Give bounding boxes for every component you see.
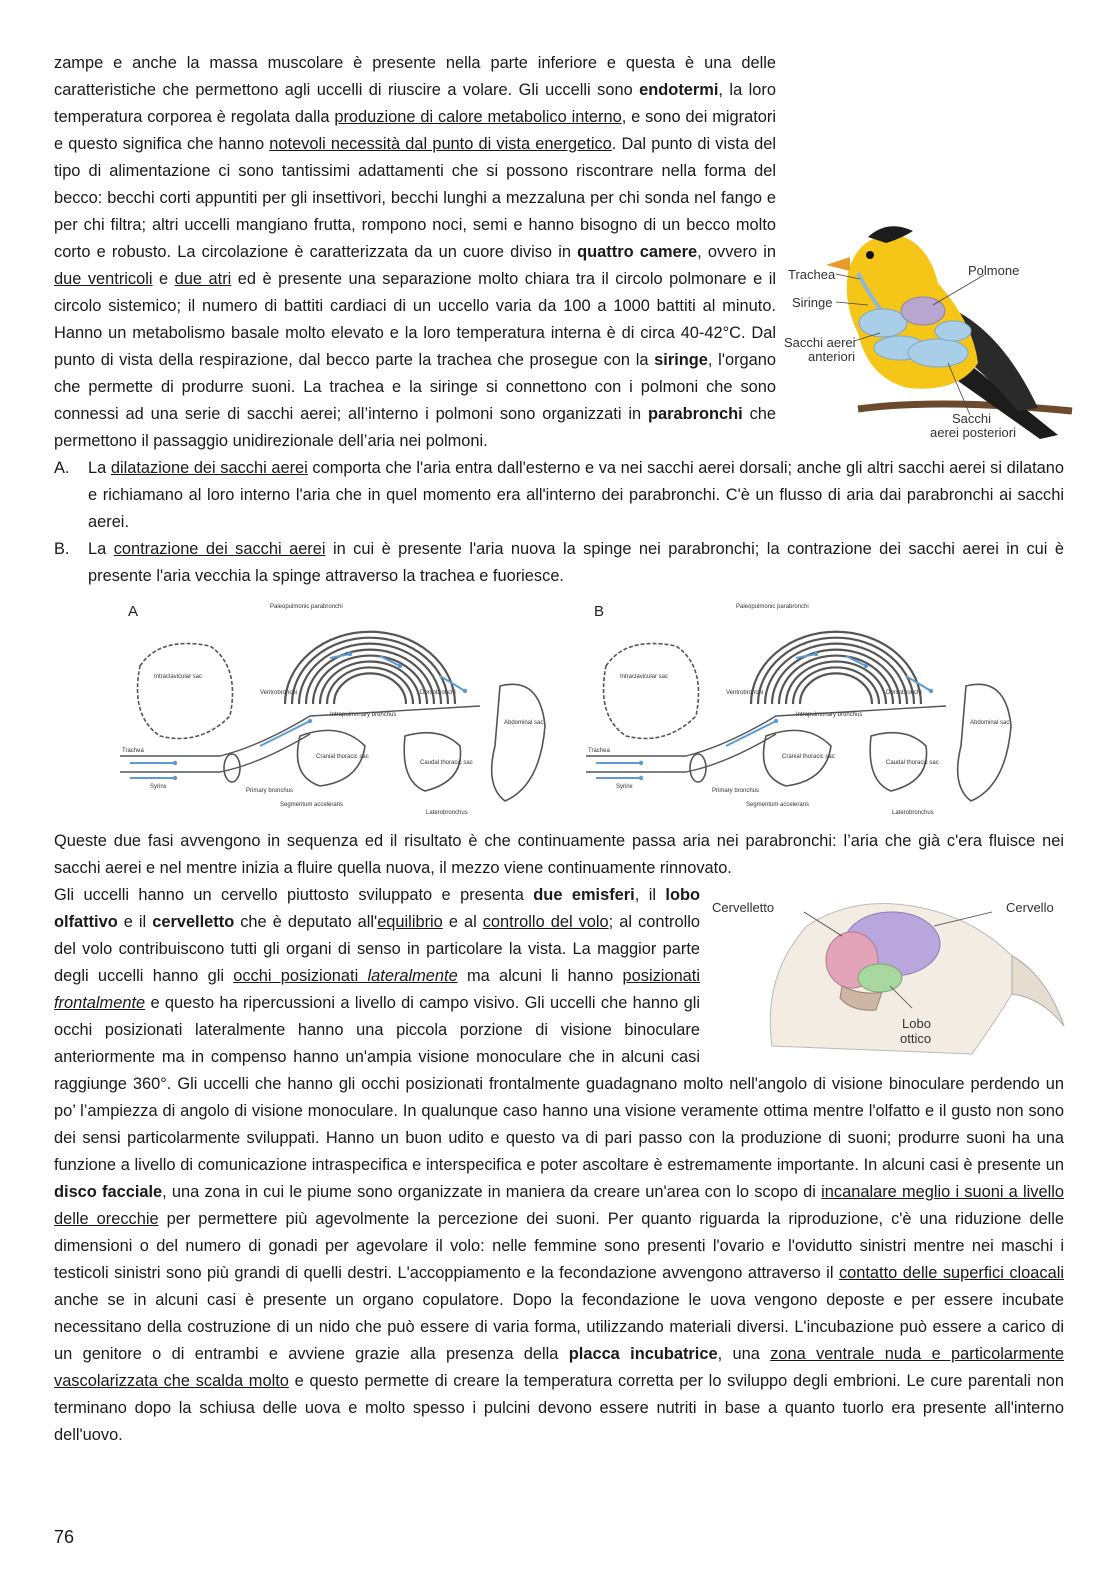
- label-sacchi-posteriori-2: aerei posteriori: [930, 425, 1016, 440]
- panel-b-letter: B: [594, 603, 605, 620]
- label-polmone: Polmone: [968, 263, 1020, 278]
- brain-figure: [712, 886, 1072, 1054]
- label-intraclavicular: Intraclavicular sac: [154, 674, 203, 680]
- label-segmentum: Segmentum accelerans: [746, 802, 810, 808]
- bird-respiratory-figure: [784, 213, 1072, 441]
- label-ventrobronchi: Ventrobronchi: [260, 690, 298, 696]
- label-paleopulmonic: Paleopulmonic parabronchi: [736, 604, 809, 610]
- label-cervello: Cervello: [1006, 900, 1054, 915]
- label-laterobronchus: Laterobronchus: [426, 810, 468, 816]
- intro-paragraph: zampe e anche la massa muscolare è presente nella parte inferiore e questa è una delle caratteristiche che permettono agli uccelli di riuscire a volare. Gli uccelli sono endotermi, la loro temperatura corporea è regolata dalla produzione di calore metabolico interno, e sono dei migratori e questo significa che hanno notevoli necessità dal punto di vista energetico. Dal punto di vista del tipo di alimentazione ci sono tantissimi adattamenti che si possono riscontrare nella forma del becco: becchi corti appuntiti per gli insettivori, becchi lunghi a mezzaluna per chi sonda nel fango e per chi filtra; altri uccelli mangiano frutta, rompono noci, semi e hanno bisogno di un becco molto corto e robusto. La circolazione è caratterizzata da un cuore diviso in quattro camere, ovvero in due ventricoli e due atri ed è presente una separazione molto chiara tra il circolo polmonare e il circolo sistemico; il numero di battiti cardiaci di un uccello varia da 100 a 1000 battiti al minuto. Hanno un metabolismo basale molto elevato e la loro temperatura interna è di circa 40-42°C. Dal punto di vista della respirazione, dal becco parte la trachea che prosegue con la siringe, l'organo che permette di produrre suoni. La trachea e la siringe si connettono con i polmoni che sono connessi ad una serie di sacchi aerei; all’interno i polmoni sono organizzati in parabronchi che permettono il passaggio unidirezionale dell’aria nei polmoni.: [54, 54, 777, 450]
- lung-shape: [901, 297, 945, 325]
- airflow-list: [54, 455, 1064, 590]
- list-item: B. La contrazione dei sacchi aerei in cui è presente l'aria nuova la spinge nei parabronchi; la contrazione dei sacchi aerei in cui è presente l'aria vecchia la spinge attraverso la trachea e fuoriesce.: [54, 540, 1064, 585]
- panel-a-letter: A: [128, 603, 139, 620]
- label-sacchi-posteriori-1: Sacchi: [952, 411, 992, 426]
- label-trachea: Trachea: [788, 267, 836, 282]
- label-lobo-1: Lobo: [902, 1016, 931, 1031]
- page-body: [54, 50, 1064, 1449]
- label-intraclavicular: Intraclavicular sac: [620, 674, 669, 680]
- label-caudal: Caudal thoracic sac: [886, 760, 939, 766]
- label-siringe: Siringe: [792, 295, 833, 310]
- label-abdominal: Abdominal sac: [970, 720, 1010, 726]
- page-number: 76: [54, 1527, 75, 1547]
- label-trachea-en: Trachea: [588, 748, 610, 754]
- airflow-panel-b: [586, 603, 1011, 816]
- beak-outline-shape: [1012, 956, 1064, 1026]
- middle-paragraph: Queste due fasi avvengono in sequenza ed il risultato è che continuamente passa aria nei parabronchi: l’aria che già c'era fluisce nei sacchi aerei e nel mentre inizia a fluire quella nuova, il mezzo viene continuamente rinnovato.: [54, 832, 1064, 877]
- label-paleopulmonic: Paleopulmonic parabronchi: [270, 604, 343, 610]
- label-abdominal: Abdominal sac: [504, 720, 544, 726]
- label-dorsobronchi: Dorsobronchi: [420, 690, 456, 696]
- list-item: A. La dilatazione dei sacchi aerei comporta che l'aria entra dall'esterno e va nei sacchi aerei dorsali; anche gli altri sacchi aerei si dilatano e richiamano al loro interno l'aria che in quel momento era all'interno dei parabronchi. C'è un flusso di aria dai parabronchi ai sacchi aerei.: [54, 459, 1064, 531]
- brain-paragraph: Gli uccelli hanno un cervello piuttosto sviluppato e presenta due emisferi, il lobo olfattivo e il cervelletto che è deputato all'equilibrio e al controllo del volo; al controllo del volo contribuiscono tutti gli organi di senso in particolare la vista. La maggior parte degli uccelli hanno gli occhi posizionati lateralmente ma alcuni li hanno posizionati frontalmente e questo ha ripercussioni a livello di campo visivo. Gli uccelli che hanno gli occhi posizionati lateralmente hanno una piccola porzione di visione binoculare anteriormente ma in compenso hanno un'ampia visione monoculare che in alcuni casi raggiunge 360°. Gli uccelli che hanno gli occhi posizionati frontalmente guadagnano molto nell'angolo di visione binoculare perdendo un po’ l’ampiezza di angolo di visione monoculare. In qualunque caso hanno una visione veramente ottima mentre l'olfatto e il gusto non sono dei sensi particolarmente sviluppati. Hanno un buon udito e questo va di pari passo con la produzione di suoni; produrre suoni ha una funzione a livello di comunicazione intraspecifica e interspecifica e poter ascoltare è estremamente importante. In alcuni casi è presente un disco facciale, una zona in cui le piume sono organizzate in maniera da creare un'area con lo scopo di incanalare meglio i suoni a livello delle orecchie per permettere più agevolmente la percezione dei suoni. Per quanto riguarda la riproduzione, c'è una riduzione delle dimensioni o del numero di gonadi per agevolare il volo: nelle femmine sono presenti l'ovario e l'ovidutto sinistri mentre nei maschi i testicoli sinistri sono più grandi di quelli destri. L'accoppiamento e la fecondazione avvengono attraverso il contatto delle superfici cloacali anche se in alcuni casi è presente un organo copulatore. Dopo la fecondazione le uova vengono deposte e per essere incubate necessitano della costruzione di un nido che può essere di varia forma, utilizzando materiali diversi. L'incubazione può essere a carico di un genitore o di entrambi e avviene grazie alla presenza della placca incubatrice, una zona ventrale nuda e particolarmente vascolarizzata che scalda molto e questo permette di creare la temperatura corretta per lo sviluppo degli embrioni. Le cure parentali non terminano dopo la schiusa delle uova e molto spesso i pulcini devono essere nutriti in base a quanto tuorlo era presente all'interno dell'uovo.: [54, 886, 1064, 1444]
- label-intrapulmonary: Intrapulmonary bronchus: [330, 712, 397, 718]
- label-primary: Primary bronchus: [246, 788, 294, 794]
- label-primary: Primary bronchus: [712, 788, 760, 794]
- label-sacchi-anteriori-2: anteriori: [808, 349, 855, 364]
- label-cervelletto: Cervelletto: [712, 900, 775, 915]
- posterior-sac-shape: [908, 339, 968, 367]
- label-syrinx: Syrinx: [616, 784, 633, 790]
- anterior-sac-shape: [859, 309, 907, 337]
- label-sacchi-anteriori-1: Sacchi aerei: [784, 335, 856, 350]
- branch-shape: [858, 404, 1072, 411]
- label-dorsobronchi: Dorsobronchi: [886, 690, 922, 696]
- label-syrinx: Syrinx: [150, 784, 167, 790]
- label-lobo-2: ottico: [900, 1031, 932, 1046]
- label-segmentum: Segmentum accelerans: [280, 802, 344, 808]
- airflow-panel-a: [120, 603, 545, 816]
- label-caudal: Caudal thoracic sac: [420, 760, 473, 766]
- label-ventrobronchi: Ventrobronchi: [726, 690, 764, 696]
- label-cranial: Cranial thoracic sac: [316, 754, 369, 760]
- label-laterobronchus: Laterobronchus: [892, 810, 934, 816]
- airflow-figure: [120, 596, 1010, 822]
- label-cranial: Cranial thoracic sac: [782, 754, 835, 760]
- optic-lobe-shape: [858, 964, 902, 992]
- posterior-sac-2-shape: [935, 321, 971, 341]
- eye-shape: [866, 251, 874, 259]
- label-trachea-en: Trachea: [122, 748, 144, 754]
- label-intrapulmonary: Intrapulmonary bronchus: [796, 712, 863, 718]
